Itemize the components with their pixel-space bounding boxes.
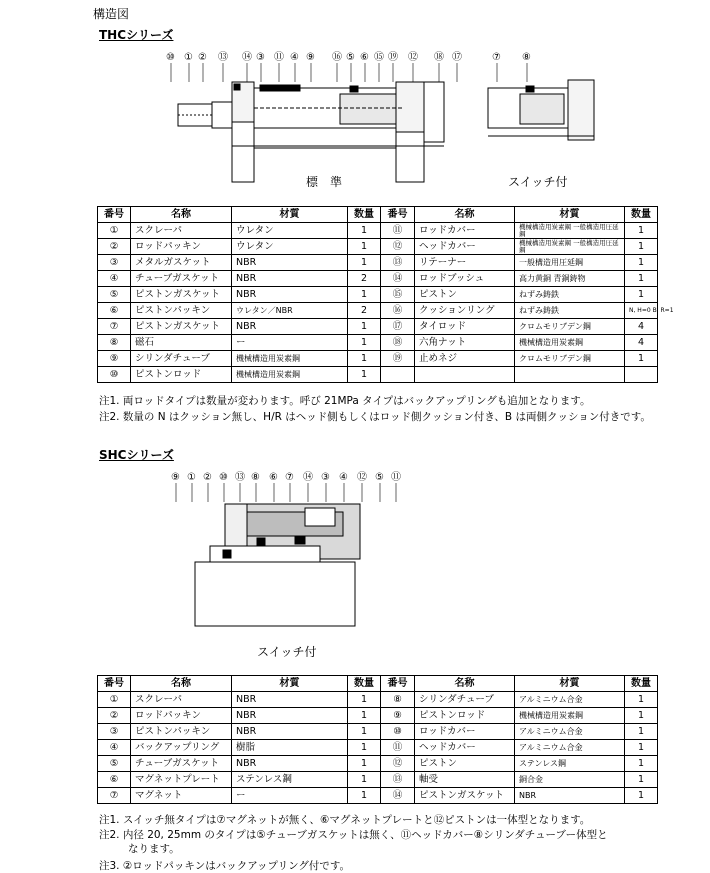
thc-cell-name2: リテーナー [415,255,515,271]
shc-cell-n2: ⑨ [381,708,415,724]
shc-cell-name2: ヘッドカバー [415,740,515,756]
thc-cell-name2: ロッドカバー [415,223,515,239]
shc-callout-label: ⑥ [269,472,278,483]
thc-cell-mat1: NBR [232,319,348,335]
thc-cell-n2 [381,367,415,383]
thc-cell-q2: 4 [625,335,658,351]
shc-callout-label: ⑬ [235,472,245,483]
thc-cell-n1: ⑨ [98,351,131,367]
thc-callout-label: ⑭ [242,52,252,63]
shc-switch-drawing [165,466,425,636]
thc-cell-q2: 1 [625,239,658,255]
shc-cell-mat1: NBR [232,692,348,708]
shc-cell-name2: ピストンガスケット [415,788,515,804]
shc-cell-n1: ③ [98,724,131,740]
thc-cell-mat2: クロムモリブデン鋼 [515,319,625,335]
thc-cell-n1: ① [98,223,131,239]
thc-cell-name1: ロッドパッキン [131,239,232,255]
thc-callout-label: ⑤ [346,52,355,63]
shc-cell-q1: 1 [348,692,381,708]
thc-cell-q1: 2 [348,303,381,319]
thc-cell-n2: ⑭ [381,271,415,287]
shc-cell-q2: 1 [625,708,658,724]
thc-note-2: 注2. 数量の N はクッション無し、H/R はヘッド側もしくはロッド側クッション付き、B は両側クッション付きです。 [99,411,651,423]
shc-cell-n2: ⑭ [381,788,415,804]
shc-caption-switch: スイッチ付 [257,645,317,659]
thc-cell-q2: N, H=0 B, R=1 [625,303,658,319]
thc-callout-label: ④ [290,52,299,63]
shc-cell-mat2: 銅合金 [515,772,625,788]
thc-callout-label: ⑰ [452,52,462,63]
shc-table-row [98,772,658,788]
shc-cell-n2: ⑧ [381,692,415,708]
thc-parts-table [97,206,674,383]
shc-note-2: 注2. 内径 20, 25mm のタイプは⑤チューブガスケットは無く、⑪ヘッドカバー⑧シリンダチューブー体型と [99,829,608,841]
thc-callout-label: ⑲ [388,52,398,63]
shc-header-cell: 材質 [515,676,625,692]
thc-cell-q2: 1 [625,351,658,367]
thc-cell-n1: ⑥ [98,303,131,319]
thc-cell-q1: 2 [348,271,381,287]
shc-header-row [98,676,658,692]
shc-cell-name2: 軸受 [415,772,515,788]
thc-table-row [98,303,658,319]
thc-cell-mat2: 一般構造用圧延鋼 [515,255,625,271]
shc-cell-q2: 1 [625,740,658,756]
shc-cell-name1: マグネットプレート [131,772,232,788]
shc-table-row [98,692,658,708]
shc-callout-label: ⑧ [251,472,260,483]
shc-cell-mat1: ー [232,788,348,804]
thc-cell-name1: スクレーパ [131,223,232,239]
shc-note-3: 注3. ②ロッドパッキンはバックアップリング付です。 [99,860,351,872]
thc-table-row [98,239,658,255]
thc-cell-n1: ③ [98,255,131,271]
thc-cell-mat1: NBR [232,287,348,303]
shc-callout-label: ⑨ [171,472,180,483]
thc-cell-name2: クッションリング [415,303,515,319]
thc-cell-q2: 4 [625,319,658,335]
thc-header-cell: 材質 [232,207,348,223]
thc-cell-q1: 1 [348,287,381,303]
shc-cell-mat1: ステンレス鋼 [232,772,348,788]
thc-cell-n2: ⑲ [381,351,415,367]
shc-series-heading: SHCシリーズ [99,448,174,462]
shc-cell-name1: バックアップリング [131,740,232,756]
shc-callout-label: ⑭ [303,472,313,483]
shc-cell-n1: ⑦ [98,788,131,804]
thc-cell-mat2: ねずみ鋳鉄 [515,303,625,319]
thc-cell-n2: ⑪ [381,223,415,239]
thc-cell-name1: ピストンパッキン [131,303,232,319]
thc-cell-n2: ⑱ [381,335,415,351]
thc-cell-mat2: 機械構造用炭素鋼 一般構造用圧延鋼 [515,239,625,255]
shc-cell-n2: ⑫ [381,756,415,772]
thc-cell-q1: 1 [348,367,381,383]
shc-callout-label: ④ [339,472,348,483]
shc-cell-name1: スクレーパ [131,692,232,708]
shc-table-row [98,788,658,804]
shc-cell-q2: 1 [625,772,658,788]
thc-cell-name2 [415,367,515,383]
thc-header-row [98,207,658,223]
thc-cell-mat2 [515,367,625,383]
thc-cell-n1: ④ [98,271,131,287]
shc-cell-n2: ⑬ [381,772,415,788]
shc-table-row [98,708,658,724]
shc-cell-mat1: NBR [232,724,348,740]
shc-cell-mat1: NBR [232,708,348,724]
thc-callout-label: ⑨ [306,52,315,63]
shc-cell-mat2: アルミニウム合金 [515,692,625,708]
thc-cell-mat1: NBR [232,271,348,287]
thc-header-cell: 番号 [98,207,131,223]
thc-cell-mat2: 機械構造用炭素鋼 一般構造用圧延鋼 [515,223,625,239]
thc-header-cell: 名称 [131,207,232,223]
thc-cell-q2: 1 [625,223,658,239]
thc-cell-q1: 1 [348,351,381,367]
thc-header-cell: 材質 [515,207,625,223]
shc-cell-name2: ピストンロッド [415,708,515,724]
shc-note-1: 注1. スイッチ無タイプは⑦マグネットが無く、⑥マグネットプレートと⑫ピストンは一体型となります。 [99,814,591,826]
shc-cell-q2: 1 [625,692,658,708]
thc-cell-mat2: 機械構造用炭素鋼 [515,335,625,351]
thc-caption-switch: スイッチ付 [508,175,568,189]
thc-cell-q1: 1 [348,223,381,239]
shc-callout-label: ⑪ [391,472,401,483]
thc-cell-name2: 止めネジ [415,351,515,367]
thc-cell-name2: ヘッドカバー [415,239,515,255]
shc-callout-label: ② [203,472,212,483]
shc-note-2-cont: なります。 [128,843,180,855]
thc-cell-n2: ⑯ [381,303,415,319]
thc-note-1: 注1. 両ロッドタイプは数量が変わります。呼び 21MPa タイプはバックアップリングも追加となります。 [99,395,591,407]
shc-callout-label: ⑦ [285,472,294,483]
thc-table-row [98,351,658,367]
shc-cell-n1: ⑥ [98,772,131,788]
shc-cell-mat2: ステンレス鋼 [515,756,625,772]
thc-callout-label: ⑮ [374,52,384,63]
shc-cell-n1: ⑤ [98,756,131,772]
shc-cell-q1: 1 [348,724,381,740]
shc-cell-mat1: 樹脂 [232,740,348,756]
thc-cell-q1: 1 [348,335,381,351]
thc-cell-mat2: 高力黄銅 青銅鋳物 [515,271,625,287]
shc-cell-q1: 1 [348,772,381,788]
thc-switch-callout-label: ⑧ [522,52,531,63]
shc-cell-q1: 1 [348,788,381,804]
shc-header-cell: 数量 [348,676,381,692]
thc-table-row [98,367,658,383]
thc-header-cell: 数量 [348,207,381,223]
shc-header-cell: 名称 [415,676,515,692]
thc-cell-mat1: ー [232,335,348,351]
thc-callout-label: ② [198,52,207,63]
thc-cell-q1: 1 [348,319,381,335]
thc-cell-q2: 1 [625,255,658,271]
thc-cell-mat2: ねずみ鋳鉄 [515,287,625,303]
thc-cell-name1: ピストンガスケット [131,319,232,335]
thc-cell-q1: 1 [348,239,381,255]
thc-cell-mat1: 機械構造用炭素鋼 [232,367,348,383]
page-title: 構造図 [93,7,130,21]
shc-cell-name2: ロッドカバー [415,724,515,740]
thc-cell-mat1: 機械構造用炭素鋼 [232,351,348,367]
thc-cell-mat1: ウレタン [232,223,348,239]
shc-cell-q2: 1 [625,788,658,804]
thc-cell-n1: ⑩ [98,367,131,383]
thc-callout-label: ⑱ [434,52,444,63]
thc-cell-mat2: クロムモリブデン鋼 [515,351,625,367]
thc-cell-q2: 1 [625,271,658,287]
shc-callout-label: ③ [321,472,330,483]
thc-cell-n2: ⑮ [381,287,415,303]
thc-header-cell: 番号 [381,207,415,223]
shc-callout-label: ① [187,472,196,483]
thc-cell-name1: メタルガスケット [131,255,232,271]
thc-table-row [98,335,658,351]
shc-cell-name1: ピストンパッキン [131,724,232,740]
thc-table-row [98,319,658,335]
thc-caption-standard: 標 準 [306,175,343,189]
thc-standard-drawing [160,42,480,182]
thc-table-row [98,287,658,303]
shc-header-cell: 番号 [381,676,415,692]
thc-cell-name1: シリンダチューブ [131,351,232,367]
thc-cell-n1: ⑤ [98,287,131,303]
thc-cell-n1: ⑦ [98,319,131,335]
thc-cell-n2: ⑬ [381,255,415,271]
shc-header-cell: 番号 [98,676,131,692]
shc-header-cell: 材質 [232,676,348,692]
thc-callout-label: ⑩ [166,52,175,63]
shc-cell-mat1: NBR [232,756,348,772]
thc-callout-label: ⑫ [408,52,418,63]
shc-cell-q1: 1 [348,756,381,772]
shc-callout-label: ⑫ [357,472,367,483]
shc-callout-label: ⑤ [375,472,384,483]
shc-cell-n1: ④ [98,740,131,756]
shc-cell-mat2: 機械構造用炭素鋼 [515,708,625,724]
thc-callout-label: ① [184,52,193,63]
thc-cell-mat1: ウレタン／NBR [232,303,348,319]
thc-cell-n2: ⑫ [381,239,415,255]
thc-cell-n2: ⑰ [381,319,415,335]
shc-cell-q2: 1 [625,756,658,772]
shc-cell-n2: ⑪ [381,740,415,756]
thc-cell-name1: ピストンロッド [131,367,232,383]
shc-table-row [98,756,658,772]
shc-parts-table [97,675,658,804]
thc-table-row [98,271,658,287]
thc-cell-name1: 磁石 [131,335,232,351]
thc-table-row [98,255,658,271]
thc-series-heading: THCシリーズ [99,28,174,42]
thc-header-cell: 名称 [415,207,515,223]
thc-callout-label: ⑯ [332,52,342,63]
thc-cell-name1: ピストンガスケット [131,287,232,303]
thc-cell-name2: ロッドブッシュ [415,271,515,287]
shc-header-cell: 名称 [131,676,232,692]
shc-cell-name2: シリンダチューブ [415,692,515,708]
thc-cell-n1: ② [98,239,131,255]
shc-cell-name1: チューブガスケット [131,756,232,772]
shc-cell-q1: 1 [348,740,381,756]
thc-cell-name2: ピストン [415,287,515,303]
shc-callout-label: ⑩ [219,472,228,483]
thc-cell-mat1: ウレタン [232,239,348,255]
thc-callout-label: ⑬ [218,52,228,63]
shc-table-row [98,740,658,756]
thc-cell-name1: チューブガスケット [131,271,232,287]
shc-cell-q2: 1 [625,724,658,740]
shc-cell-name1: マグネット [131,788,232,804]
thc-switch-callout-label: ⑦ [492,52,501,63]
thc-cell-n1: ⑧ [98,335,131,351]
thc-table-row [98,223,658,239]
shc-cell-n2: ⑩ [381,724,415,740]
thc-cell-name2: 六角ナット [415,335,515,351]
shc-header-cell: 数量 [625,676,658,692]
shc-cell-n1: ① [98,692,131,708]
thc-cell-q2 [625,367,658,383]
shc-cell-name2: ピストン [415,756,515,772]
shc-cell-mat2: アルミニウム合金 [515,740,625,756]
thc-cell-mat1: NBR [232,255,348,271]
shc-cell-n1: ② [98,708,131,724]
shc-table-row [98,724,658,740]
shc-cell-mat2: アルミニウム合金 [515,724,625,740]
shc-cell-q1: 1 [348,708,381,724]
thc-cell-q2: 1 [625,287,658,303]
thc-callout-label: ⑥ [360,52,369,63]
thc-header-cell: 数量 [625,207,658,223]
thc-callout-label: ③ [256,52,265,63]
thc-cell-name2: タイロッド [415,319,515,335]
thc-switch-drawing [480,50,600,160]
thc-cell-q1: 1 [348,255,381,271]
shc-cell-mat2: NBR [515,788,625,804]
thc-callout-label: ⑪ [274,52,284,63]
shc-cell-name1: ロッドパッキン [131,708,232,724]
